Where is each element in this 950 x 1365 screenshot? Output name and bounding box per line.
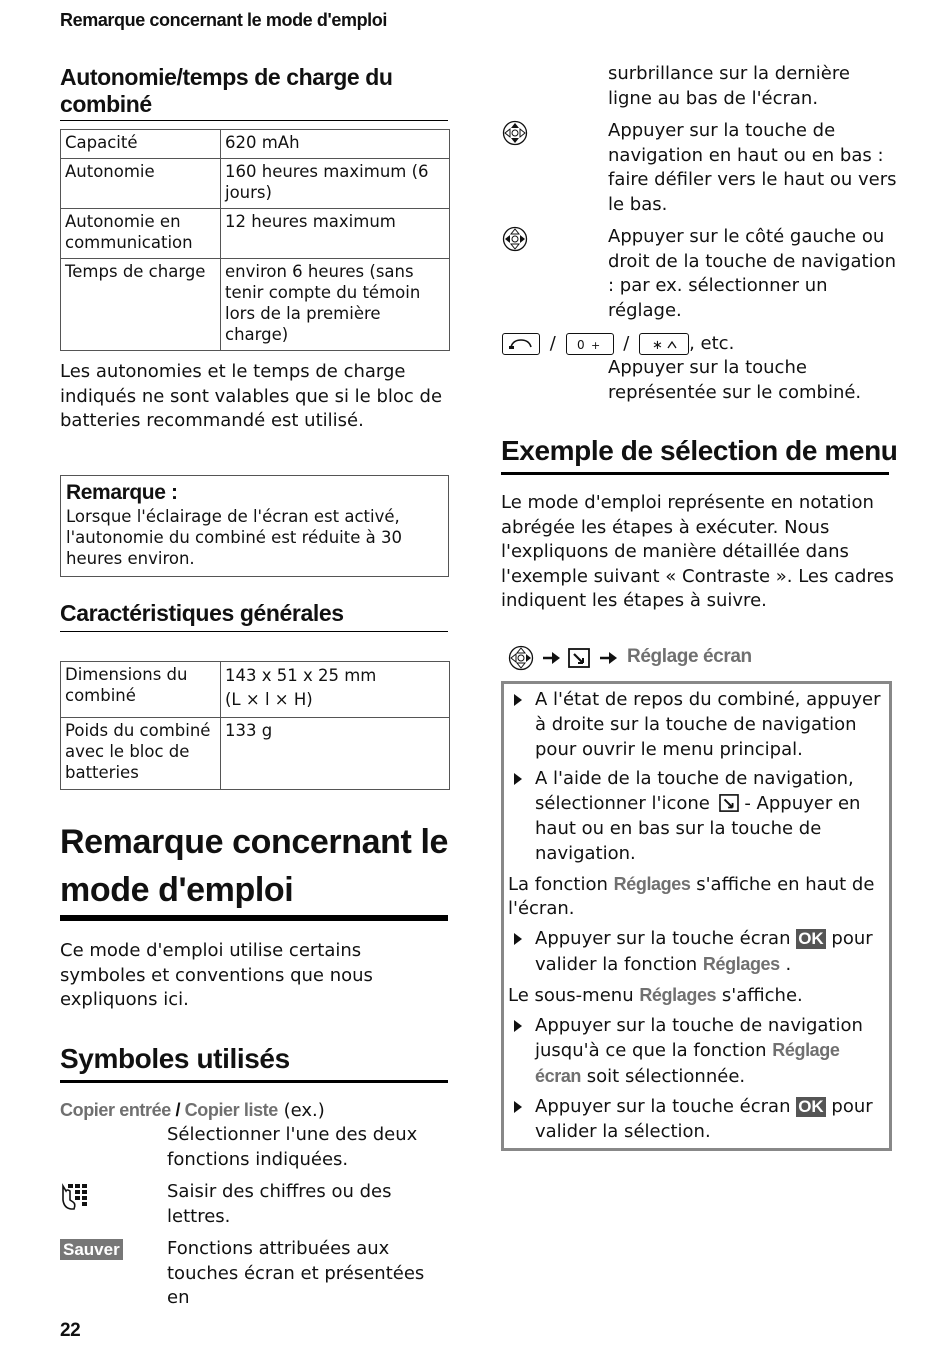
bullet-triangle-icon	[514, 933, 522, 945]
table-cell-label: Autonomie	[61, 159, 221, 209]
etc-suffix: , etc.	[689, 333, 735, 354]
nav-key-leftright-icon	[508, 645, 534, 671]
example-heading: Exemple de sélection de menu	[501, 435, 898, 466]
example-suffix: (ex.)	[277, 1100, 325, 1121]
keypad-icon	[60, 1182, 90, 1212]
steps-box	[501, 681, 892, 1151]
step-item	[508, 1014, 889, 1090]
nav-key-leftright-icon	[502, 226, 528, 252]
main-heading-line1: Remarque concernant le	[60, 823, 448, 861]
note-text: Le sous-menu	[508, 984, 640, 1006]
autonomy-heading: Autonomie/temps de charge du combiné	[60, 64, 393, 117]
step-item	[508, 927, 889, 978]
note-text: s'affiche en haut de l'écran.	[508, 873, 875, 920]
step-item	[508, 767, 889, 866]
ok-softkey: OK	[798, 929, 824, 949]
table-cell-label: Dimensions du combiné	[61, 662, 221, 718]
table-cell-label: Temps de charge	[61, 259, 221, 351]
settings-icon	[568, 648, 590, 668]
table-cell-value: 160 heures maximum (6 jours)	[221, 159, 450, 209]
talk-key-icon	[502, 333, 540, 355]
keys-line	[502, 331, 734, 357]
autonomy-table	[60, 129, 450, 351]
bullet-triangle-icon	[514, 694, 522, 706]
separator: /	[549, 333, 556, 354]
table-row	[61, 159, 450, 209]
table-cell-value: 12 heures maximum	[221, 209, 450, 259]
function-label: Réglage écran	[535, 1040, 840, 1087]
nav-key-updown-icon	[502, 120, 528, 146]
arrow-right-icon	[599, 650, 619, 666]
symbol-description: Appuyer sur le côté gauche ou droit de la touche de navigation : par ex. sélectionner un réglage.	[608, 226, 897, 321]
step-text: A l'état de repos du combiné, appuyer à droite sur la touche de navigation pour ouvrir le menu principal.	[535, 689, 881, 760]
note-text: s'affiche.	[716, 984, 803, 1006]
symbol-description: Fonctions attribuées aux touches écran et présentées en	[167, 1238, 425, 1308]
step-text: .	[779, 953, 792, 975]
bullet-triangle-icon	[514, 1101, 522, 1113]
table-cell-label: Autonomie en communication	[61, 209, 221, 259]
function-label: Copier entrée	[60, 1100, 171, 1120]
dimensions-value: 143 x 51 x 25 mm	[225, 666, 377, 685]
symbol-description: Saisir des chiffres ou des lettres.	[167, 1181, 392, 1227]
example-text: Le mode d'emploi représente en notation abrégée les étapes à exécuter. Nous l'expliquons de manière détaillée dans l'exemple suivant « Contraste ». Les cadres indiquent les étapes à suivre.	[501, 492, 894, 611]
bullet-triangle-icon	[514, 1020, 522, 1032]
note-title: Remarque :	[66, 481, 178, 504]
step-item	[508, 1095, 889, 1145]
step-note	[508, 983, 889, 1009]
table-row	[61, 718, 450, 790]
separator: /	[623, 333, 630, 354]
step-item	[508, 688, 889, 762]
table-row	[61, 259, 450, 351]
table-row	[61, 662, 450, 718]
symbol-description: Appuyer sur la touche représentée sur le combiné.	[608, 357, 862, 403]
heading-rule	[60, 631, 448, 632]
table-cell-label: Capacité	[61, 130, 221, 159]
softkey-example-wrap	[60, 1239, 123, 1260]
bullet-triangle-icon	[514, 773, 522, 785]
intro-text: Ce mode d'emploi utilise certains symboles et conventions que nous expliquons ici.	[60, 940, 373, 1010]
function-label: Copier liste	[184, 1100, 278, 1120]
symbol-description: Sélectionner l'une des deux fonctions indiquées.	[167, 1124, 418, 1170]
step-text: soit sélectionnée.	[581, 1066, 746, 1088]
star-key-icon	[639, 333, 689, 355]
step-text: - Appuyer en haut ou en bas sur la touche de navigation.	[535, 793, 861, 864]
table-cell-value: environ 6 heures (sans tenir compte du témoin lors de la première charge)	[221, 259, 450, 351]
step-text: pour valider la fonction	[535, 928, 873, 975]
table-cell-label: Poids du combiné avec le bloc de batteries	[61, 718, 221, 790]
svg-text:+: +	[590, 339, 600, 352]
arrow-right-icon	[542, 650, 562, 666]
step-text: Appuyer sur la touche écran	[535, 928, 797, 950]
heading-rule	[501, 472, 889, 475]
heading-rule	[60, 1080, 448, 1083]
svg-text:∗: ∗	[652, 338, 663, 353]
ok-softkey: OK	[798, 1096, 824, 1116]
page-number: 22	[60, 1320, 81, 1341]
step-text: A l'aide de la touche de navigation, sélectionner l'icone	[535, 768, 854, 815]
heading-rule	[60, 120, 448, 121]
table-cell-value: 133 g	[221, 718, 450, 790]
table-row	[61, 130, 450, 159]
svg-text:0: 0	[576, 338, 585, 352]
table-row	[61, 209, 450, 259]
zero-key-icon	[566, 333, 614, 355]
separator: /	[170, 1100, 185, 1120]
step-text: pour valider la sélection.	[535, 1095, 873, 1142]
function-label: Réglages	[613, 873, 691, 894]
symbols-heading: Symboles utilisés	[60, 1043, 290, 1074]
note-box	[60, 475, 449, 577]
table-cell-value	[221, 662, 450, 718]
step-text: Appuyer sur la touche de navigation jusqu'à ce que la fonction	[535, 1014, 863, 1062]
function-label: Réglages	[702, 953, 780, 974]
table-cell-value: 620 mAh	[221, 130, 450, 159]
running-header: Remarque concernant le mode d'emploi	[60, 10, 387, 30]
function-label: Réglages	[639, 984, 717, 1005]
step-text: Appuyer sur la touche écran	[535, 1095, 797, 1117]
symbol-functions-line	[60, 1098, 325, 1123]
symbol-description: Appuyer sur la touche de navigation en haut ou en bas : faire défiler vers le haut ou vers le bas.	[608, 120, 897, 215]
symbol-description-cont: surbrillance sur la dernière ligne au bas de l'écran.	[608, 63, 850, 109]
general-table	[60, 661, 450, 790]
settings-icon	[719, 794, 739, 812]
note-text: La fonction	[508, 873, 614, 895]
step-note	[508, 872, 889, 923]
heading-rule	[60, 915, 448, 921]
autonomy-text: Les autonomies et le temps de charge indiqués ne sont valables que si le bloc de batteries recommandé est utilisé.	[60, 361, 443, 431]
softkey-example: Sauver	[60, 1239, 123, 1260]
main-heading-line2: mode d'emploi	[60, 871, 294, 909]
general-heading: Caractéristiques générales	[60, 600, 344, 626]
note-text: Lorsque l'éclairage de l'écran est activé, l'autonomie du combiné est réduite à 30 heures environ.	[66, 507, 402, 568]
menu-path-target: Réglage écran	[627, 646, 752, 667]
dimensions-legend: (L × l × H)	[225, 690, 313, 709]
